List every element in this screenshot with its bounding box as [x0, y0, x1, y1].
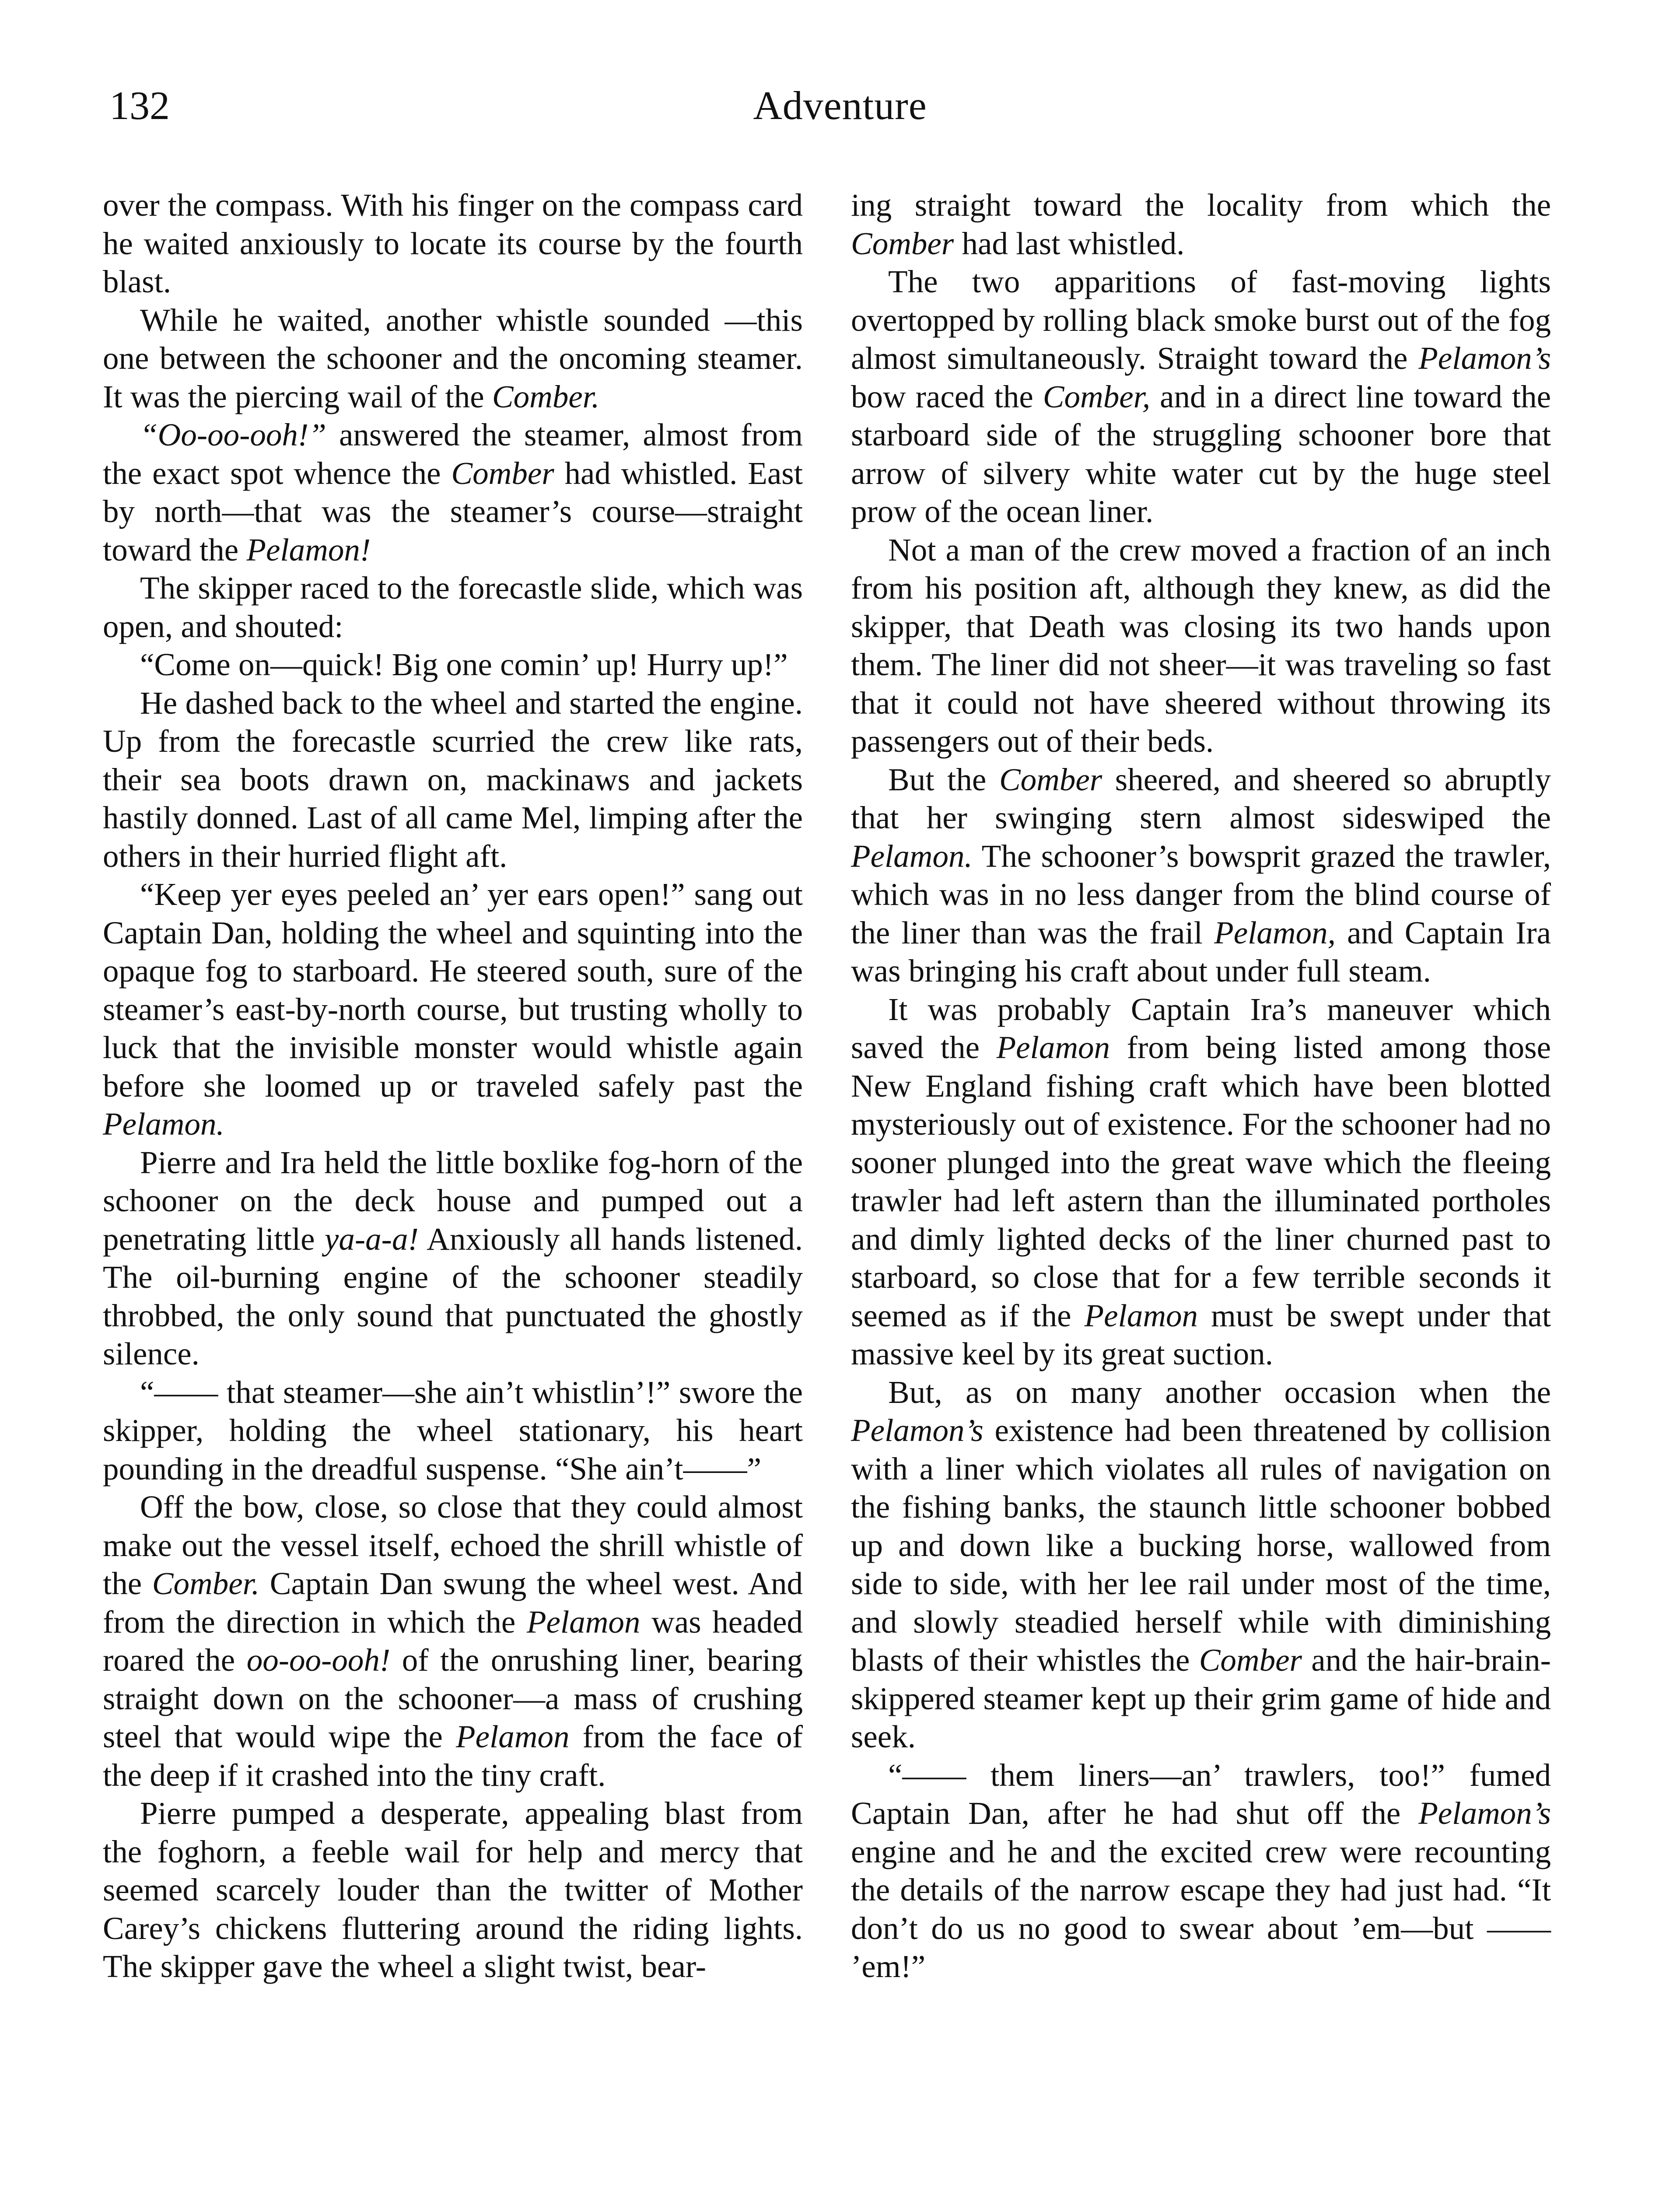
italic-text: Comber — [451, 455, 554, 491]
right-text-column — [851, 186, 1551, 1986]
text-run: The skipper raced to the forecastle slide, which was open, and shouted: — [103, 570, 803, 644]
italic-text: Pelamon’s — [1418, 340, 1551, 376]
paragraph — [103, 186, 803, 301]
text-run: sheered, and sheered so abruptly that her swinging stern almost sideswiped the — [851, 761, 1551, 835]
text-run: and Captain Ira was bringing his craft about under full steam. — [851, 915, 1551, 989]
text-run: had whistled. East by north—that was the steamer’s course—straight toward the — [103, 455, 803, 568]
text-run: But the — [888, 761, 999, 797]
text-run: The schooner’s bowsprit grazed the trawler, which was in no less danger from the blind course of the liner than was the frail — [851, 838, 1551, 950]
text-run: “—— them liners—an’ trawlers, too!” fumed Captain Dan, after he had shut off the — [851, 1757, 1551, 1831]
paragraph — [851, 1373, 1551, 1756]
text-run: bow raced the — [851, 379, 1043, 414]
text-run: “Keep yer eyes peeled an’ yer ears open!” sang out Captain Dan, holding the wheel and squinting into the opaque fog to starboard. He steered south, sure of the steamer’s east-by-north course, but trusting wholly to luck that the invisible monster would whistle again before she loomed up or traveled safely past the — [103, 877, 803, 1104]
italic-text: Pelamon’s — [851, 1413, 984, 1448]
running-head: Adventure — [753, 83, 927, 128]
text-run: answered the steamer, almost from the exact spot whence the — [103, 417, 803, 491]
italic-text: Pelamon — [996, 1030, 1110, 1065]
text-run: Captain Dan swung the wheel west. And from the direction in which the — [103, 1566, 803, 1640]
paragraph — [103, 684, 803, 876]
text-run: “Come on—quick! Big one comin’ up! Hurry up!” — [140, 647, 788, 682]
text-run: was headed roared the — [103, 1604, 803, 1678]
text-run: and the hair-brain-skippered steamer kept up their grim game of hide and seek. — [851, 1642, 1551, 1754]
paragraph — [103, 416, 803, 569]
italic-text: Pelamon — [1084, 1297, 1198, 1333]
italic-text: Comber. — [152, 1566, 260, 1601]
paragraph — [103, 1373, 803, 1488]
text-run: The two apparitions of fast-moving lights overtopped by rolling black smoke burst out of the fog almost simultaneously. Straight toward the — [851, 264, 1551, 376]
text-run: over the compass. With his finger on the compass card he waited anxiously to locate its course by the fourth blast. — [103, 187, 803, 299]
paragraph — [103, 1488, 803, 1794]
paragraph — [103, 645, 803, 684]
italic-text: Pelamon, — [1214, 915, 1336, 950]
paragraph — [851, 186, 1551, 263]
text-run: existence had been threatened by collision with a liner which violates all rules of navigation on the fishing banks, the staunch little schooner bobbed up and down like a bucking horse, wallowed from side to side, with her lee rail under most of the time, and slowly steadied herself while with diminishing blasts of their whistles the — [851, 1413, 1551, 1678]
paragraph — [851, 531, 1551, 761]
italic-text: Pelamon! — [246, 532, 371, 568]
italic-text: Pelamon. — [851, 838, 973, 874]
text-run: “—— that steamer—she ain’t whistlin’!” swore the skipper, holding the wheel stationary, his heart pounding in the dreadful suspense. “She ain’t——” — [103, 1374, 803, 1487]
paragraph — [103, 569, 803, 645]
text-run: He dashed back to the wheel and started the engine. Up from the forecastle scurried the crew like rats, their sea boots drawn on, mackinaws and jackets hastily donned. Last of all came Mel, limping after the others in their hurried flight aft. — [103, 685, 803, 874]
text-run: must be swept under that massive keel by its great suction. — [851, 1297, 1551, 1371]
italic-text: Comber — [1199, 1642, 1302, 1678]
text-run: from being listed among those New England fishing craft which have been blotted mysteriously out of existence. For the schooner had no sooner plunged into the great wave which the fleeing trawler had left astern than the illuminated portholes and dimly lighted decks of the liner churned past to starboard, so close that for a few terrible seconds it seemed as if the — [851, 1030, 1551, 1333]
italic-text: Pelamon — [526, 1604, 640, 1640]
paragraph — [103, 301, 803, 416]
text-run: But, as on many another occasion when the — [888, 1374, 1551, 1410]
paragraph — [103, 875, 803, 1143]
italic-text: “Oo-oo-ooh!” — [140, 417, 326, 452]
text-run: Not a man of the crew moved a fraction of an inch from his position aft, although they knew, as did the skipper, that Death was closing its two hands upon them. The liner did not sheer—it was traveling so fast that it could not have sheered without throwing its passengers out of their beds. — [851, 532, 1551, 759]
text-run: Off the bow, close, so close that they could almost make out the vessel itself, echoed the shrill whistle of the — [103, 1489, 803, 1601]
italic-text: oo-oo-ooh! — [246, 1642, 391, 1678]
paragraph — [103, 1143, 803, 1373]
italic-text: ya-a-a! — [324, 1221, 419, 1257]
paragraph — [851, 1756, 1551, 1986]
italic-text: Comber — [999, 761, 1102, 797]
text-run: ing straight toward the locality from which the — [851, 187, 1551, 223]
text-run: and in a direct line toward the starboard side of the struggling schooner bore that arrow of silvery white water cut by the huge steel prow of the ocean liner. — [851, 379, 1551, 529]
left-text-column — [103, 186, 803, 1986]
paragraph — [851, 990, 1551, 1373]
italic-text: Pelamon — [455, 1719, 570, 1754]
text-run: engine and he and the excited crew were recounting the details of the narrow escape they had just had. “It don’t do us no good to swear about ’em—but —— ’em!” — [851, 1834, 1551, 1984]
text-run: While he waited, another whistle sounded —this one between the schooner and the oncoming steamer. It was the piercing wail of the — [103, 302, 803, 414]
paragraph — [851, 263, 1551, 531]
paragraph — [851, 761, 1551, 990]
text-run: Pierre pumped a desperate, appealing blast from the foghorn, a feeble wail for help and mercy that seemed scarcely louder than the twitter of Mother Carey’s chickens fluttering around the riding lights. The skipper gave the wheel a slight twist, bear- — [103, 1795, 803, 1984]
italic-text: Pelamon’s — [1418, 1795, 1551, 1831]
text-run: from the face of the deep if it crashed into the tiny craft. — [103, 1719, 803, 1793]
text-run: had last whistled. — [954, 225, 1185, 261]
paragraph — [103, 1794, 803, 1986]
italic-text: Comber — [851, 225, 954, 261]
text-run: Pierre and Ira held the little boxlike fog-horn of the schooner on the deck house and pumped out a penetrating little — [103, 1144, 803, 1257]
italic-text: Pelamon. — [103, 1106, 224, 1142]
italic-text: Comber, — [1043, 379, 1151, 414]
page-number: 132 — [109, 83, 170, 128]
text-run: of the onrushing liner, bearing straight down on the schooner—a mass of crushing steel that would wipe the — [103, 1642, 803, 1754]
text-run: Anxiously all hands listened. The oil-burning engine of the schooner steadily throbbed, the only sound that punctuated the ghostly silence. — [103, 1221, 803, 1371]
text-run: It was probably Captain Ira’s maneuver which saved the — [851, 991, 1551, 1065]
italic-text: Comber. — [492, 379, 600, 414]
